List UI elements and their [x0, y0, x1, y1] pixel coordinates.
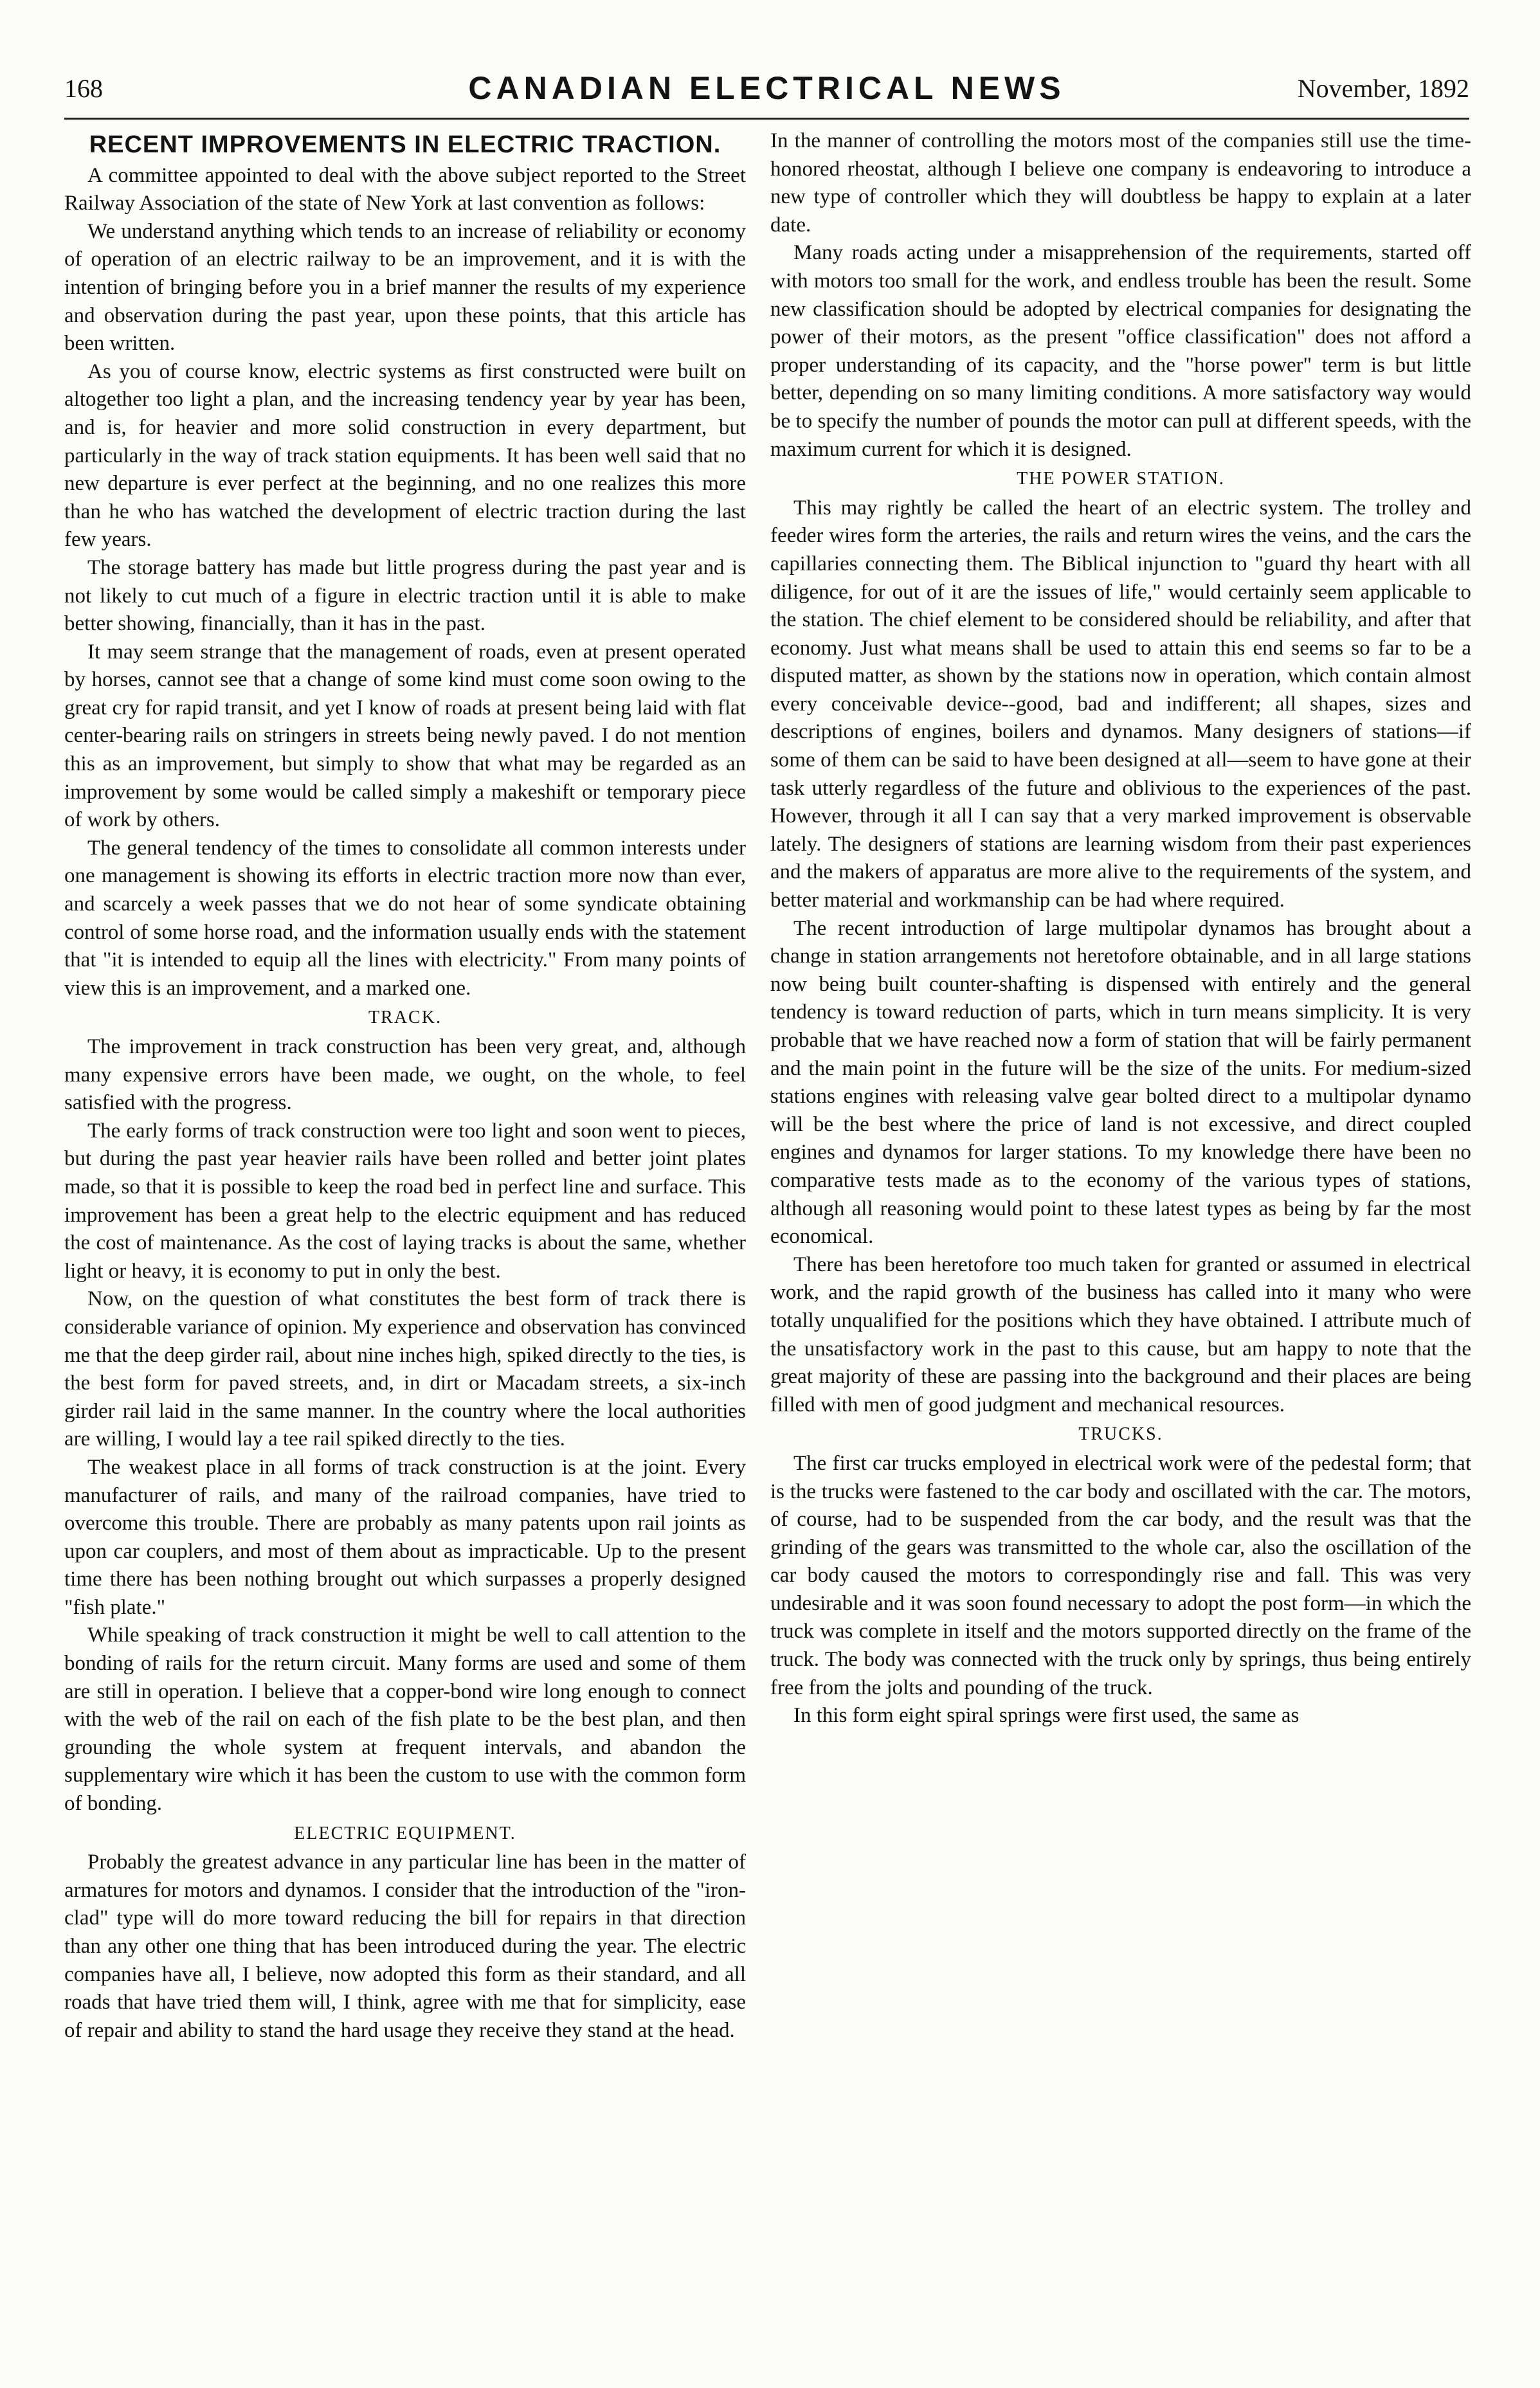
right-column	[770, 127, 1471, 2324]
body-paragraph: There has been heretofore too much taken for granted or assumed in electrical work, and the rapid growth of the business has called into it many who were totally unqualified for the positions which they have obtained. I attribute much of the unsatisfactory work in the past to this cause, but am happy to note that the great majority of these are passing into the background and their places are being filled with men of good judgment and mechanical resources.	[770, 1253, 1471, 1416]
masthead: CANADIAN ELECTRICAL NEWS	[468, 70, 1065, 106]
issue-date: November, 1892	[1297, 74, 1469, 103]
body-paragraph: In the manner of controlling the motors most of the companies still use the time-honored rheostat, although I believe one company is endeavoring to introduce a new type of controller which they will doubtless be happy to explain at a later date.	[770, 129, 1471, 237]
body-paragraph: We understand anything which tends to an increase of reliability or economy of operation of an electric railway to be an improvement, and it is with the intention of bringing before you in a brief manner the results of my experience and observation during the past year, upon these points, that this article has been written.	[64, 219, 746, 356]
body-paragraph: The early forms of track construction were too light and soon went to pieces, but during the past year heavier rails have been rolled and better joint plates made, so that it is possible to keep the road bed in perfect line and surface. This improvement has been a great help to the electric equipment and has reduced the cost of maintenance. As the cost of laying tracks is about the same, whether light or heavy, it is economy to put in only the best.	[64, 1119, 746, 1283]
section-heading-electric-equipment: ELECTRIC EQUIPMENT.	[294, 1823, 516, 1843]
article-intro: A committee appointed to deal with the above subject reported to the Street Railway Association of the state of New York at last convention as follows:	[64, 163, 746, 215]
page-header	[64, 69, 1469, 114]
left-column	[64, 127, 746, 2324]
section-heading-power-station: THE POWER STATION.	[1017, 469, 1225, 489]
body-paragraph: Many roads acting under a misapprehension of the requirements, started off with motors too small for the work, and endless trouble has been the result. Some new classification should be adopted by electrical companies for designating the power of their motors, as the present "office classification" does not afford a proper understanding of its capacity, and the "horse power" term is but little better, depending on so many limiting conditions. A more satisfactory way would be to specify the number of pounds the motor can pull at different speeds, with the maximum current for which it is designed.	[770, 241, 1471, 461]
body-paragraph: The recent introduction of large multipolar dynamos has brought about a change in station arrangements not heretofore obtainable, and in all large stations now being built counter-shafting is dispensed with entirely and the general tendency is toward reduction of parts, which in turn means simplicity. It is very probable that we have reached now a form of station that will be fairly permanent and the main point in the future will be the size of the units. For medium-sized stations engines with releasing valve gear bolted direct to a multipolar dynamo will be the best where the price of land is not excessive, and direct coupled engines and dynamos for larger stations. To my knowledge there have been no comparative tests made as to the economy of the various types of stations, although all reasoning would point to these latest types as being by far the most economical.	[770, 916, 1471, 1249]
page-number: 168	[64, 74, 103, 103]
body-paragraph: In this form eight spiral springs were first used, the same as	[793, 1704, 1300, 1728]
body-paragraph: While speaking of track construction it might be well to call attention to the bonding of rails for the return circuit. Many forms are used and some of them are still in operation. I believe that a copper-bond wire long enough to connect with the web of the rail on each of the fish plate to be the best plan, and then grounding the whole system at frequent intervals, and abandon the supplementary wire which it has been the custom to use with the common form of bonding.	[64, 1624, 746, 1816]
body-paragraph: Probably the greatest advance in any particular line has been in the matter of armatures for motors and dynamos. I consider that the introduction of the "iron-clad" type will do more toward reducing the bill for repairs in that direction than any other one thing that has been introduced during the year. The electric companies have all, I believe, now adopted this form as their standard, and all roads that have tried them will, I think, agree with me that for simplicity, ease of repair and ability to stand the hard usage they receive they stand at the head.	[64, 1850, 746, 2042]
body-paragraph: It may seem strange that the management of roads, even at present operated by horses, cannot see that a change of some kind must come soon owing to the great cry for rapid transit, and yet I know of roads at present being laid with flat center-bearing rails on stringers in streets being newly paved. I do not mention this as an improvement, but simply to show that what may be regarded as an improvement by some would be called simply a makeshift or temporary piece of work by others.	[64, 640, 746, 832]
body-paragraph: This may rightly be called the heart of an electric system. The trolley and feeder wires form the arteries, the rails and return wires the veins, and the cars the capillaries connecting them. The Biblical injunction to "guard thy heart with all diligence, for out of it are the issues of life," would certainly seem applicable to the station. The chief element to be considered should be reliability, and after that economy. Just what means shall be used to attain this end seems so far to be a disputed matter, as shown by the stations now in operation, which contain almost every conceivable device--good, bad and indifferent; all shapes, sizes and descriptions of engines, boilers and dynamos. Many designers of stations—if some of them can be said to have been designed at all—seem to have gone at their task utterly regardless of the future and oblivious to the experiences of the past. However, through it all I can say that a very marked improvement is observable lately. The designers of stations are learning wisdom from their past experiences and the makers of apparatus are more alive to the requirements of the system, and better material and workmanship can be had where required.	[770, 496, 1471, 912]
body-paragraph: The improvement in track construction has been very great, and, although many expensive errors have been made, we ought, on the whole, to feel satisfied with the progress.	[64, 1035, 746, 1115]
section-heading-track: TRACK.	[368, 1008, 442, 1028]
section-heading-trucks: TRUCKS.	[1078, 1424, 1163, 1445]
body-paragraph: The storage battery has made but little progress during the past year and is not likely to cut much of a figure in electric traction until it is able to make better showing, financially, than it has in the past.	[64, 556, 746, 636]
body-paragraph: As you of course know, electric systems as first constructed were built on altogether too light a plan, and the increasing tendency year by year has been, and is, for heavier and more solid construction in every department, but particularly in the way of track station equipments. It has been well said that no new departure is ever perfect at the beginning, and no one realizes this more than he who has watched the development of electric traction during the last few years.	[64, 359, 746, 552]
body-paragraph: The weakest place in all forms of track construction is at the joint. Every manufacturer of rails, and many of the railroad companies, have tried to overcome this trouble. There are probably as many patents upon rail joints as upon car couplers, and most of them about as impracticable. Up to the present time there has been nothing brought out which surpasses a properly designed "fish plate."	[64, 1455, 746, 1619]
body-paragraph: Now, on the question of what constitutes the best form of track there is considerable variance of opinion. My experience and observation has convinced me that the deep girder rail, about nine inches high, spiked directly to the ties, is the best form for paved streets, and, in dirt or Macadam streets, a six-inch girder rail laid in the same manner. In the country where the local authorities are willing, I would lay a tee rail spiked directly to the ties.	[64, 1287, 746, 1451]
body-paragraph: The general tendency of the times to consolidate all common interests under one management is showing its efforts in electric traction more now than ever, and scarcely a week passes that we do not hear of some syndicate obtaining control of some horse road, and the information usually ends with the statement that "it is intended to equip all the lines with electricity." From many points of view this is an improvement, and a marked one.	[64, 836, 746, 1000]
article-title: RECENT IMPROVEMENTS IN ELECTRIC TRACTION.	[89, 131, 721, 158]
body-paragraph: The first car trucks employed in electrical work were of the pedestal form; that is the trucks were fastened to the car body and oscillated with the car. The motors, of course, had to be suspended from the car body, and the result was that the grinding of the gears was transmitted to the whole car, also the oscillation of the car body caused the motors to correspondingly rise and fall. This was very undesirable and it was soon found necessary to adopt the post form—in which the truck was complete in itself and the motors supported directly on the frame of the truck. The body was connected with the truck only by springs, thus being entirely free from the jolts and pounding of the truck.	[770, 1451, 1471, 1699]
header-rule	[64, 118, 1469, 120]
